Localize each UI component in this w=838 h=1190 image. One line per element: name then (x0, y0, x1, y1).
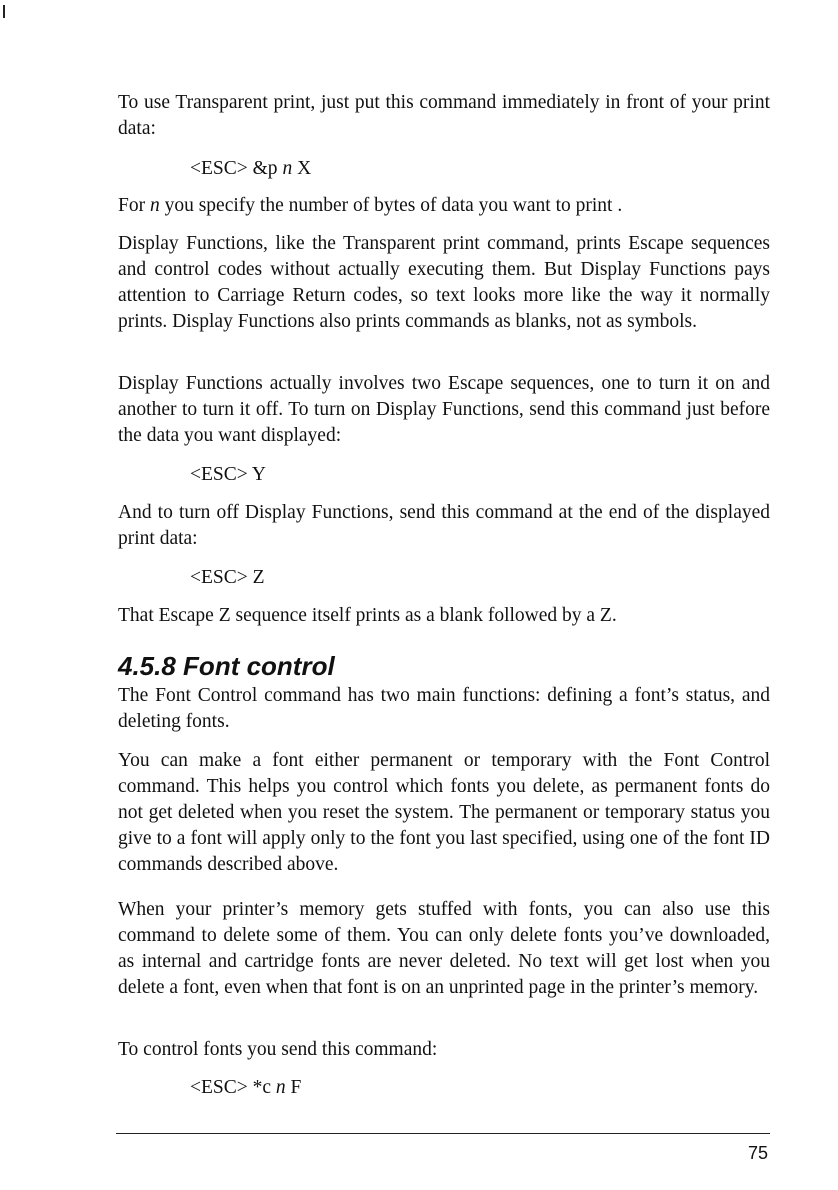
paragraph-text: you specify the number of bytes of data you want to print . (159, 195, 623, 216)
margin-mark (3, 5, 5, 18)
command-display-off: <ESC> Z (190, 567, 265, 588)
section-heading: 4.5.8 Font control (118, 651, 335, 681)
paragraph-display-functions: Display Functions, like the Transparent print command, prints Escape sequences and control codes without actually executing them. But Display Functions pays attention to Carriage Return codes, so text looks more like the way it normally prints. Display Functions also prints commands as blanks, not as symbols. (118, 233, 770, 332)
paragraph-delete-fonts: When your printer’s memory gets stuffed with fonts, you can also use this command to delete some of them. You can only delete fonts you’ve downloaded, as internal and cartridge fonts are never deleted. No text will get lost when you delete a font, even when that font is on an unprinted page in the printer’s memory. (118, 899, 770, 998)
command-font-control (190, 1075, 301, 1101)
page-number: 75 (747, 1143, 768, 1163)
command-display-on: <ESC> Y (190, 464, 266, 485)
footer-rule (116, 1133, 770, 1134)
paragraph-text: For (118, 195, 150, 216)
paragraph-variable: n (149, 195, 160, 216)
command-variable: n (275, 1077, 286, 1098)
command-text: F (285, 1077, 302, 1098)
paragraph-escape-sequences: Display Functions actually involves two Escape sequences, one to turn it on and another to turn it off. To turn on Display Functions, send this command just before the data you want displayed: (118, 373, 770, 446)
command-variable: n (282, 158, 293, 179)
paragraph-transparent-print: To use Transparent print, just put this command immediately in front of your print data: (118, 92, 770, 139)
paragraph-control-fonts: To control fonts you send this command: (118, 1039, 438, 1060)
paragraph-escape-z: That Escape Z sequence itself prints as a blank followed by a Z. (118, 605, 617, 626)
paragraph-turn-off: And to turn off Display Functions, send this command at the end of the displayed print data: (118, 502, 770, 549)
paragraph-font-control: The Font Control command has two main functions: defining a font’s status, and deleting fonts. (118, 685, 770, 732)
paragraph-permanent-temporary: You can make a font either permanent or temporary with the Font Control command. This helps you control which fonts you delete, as permanent fonts do not get deleted when you reset the system. The permanent or temporary status you give to a font will apply only to the font you last specified, using one of the font ID commands described above. (118, 750, 770, 875)
paragraph-bytes (118, 193, 770, 219)
command-text: <ESC> &p (190, 158, 283, 179)
command-transparent-print (190, 156, 311, 182)
command-text: X (292, 158, 312, 179)
command-text: <ESC> *c (190, 1077, 276, 1098)
